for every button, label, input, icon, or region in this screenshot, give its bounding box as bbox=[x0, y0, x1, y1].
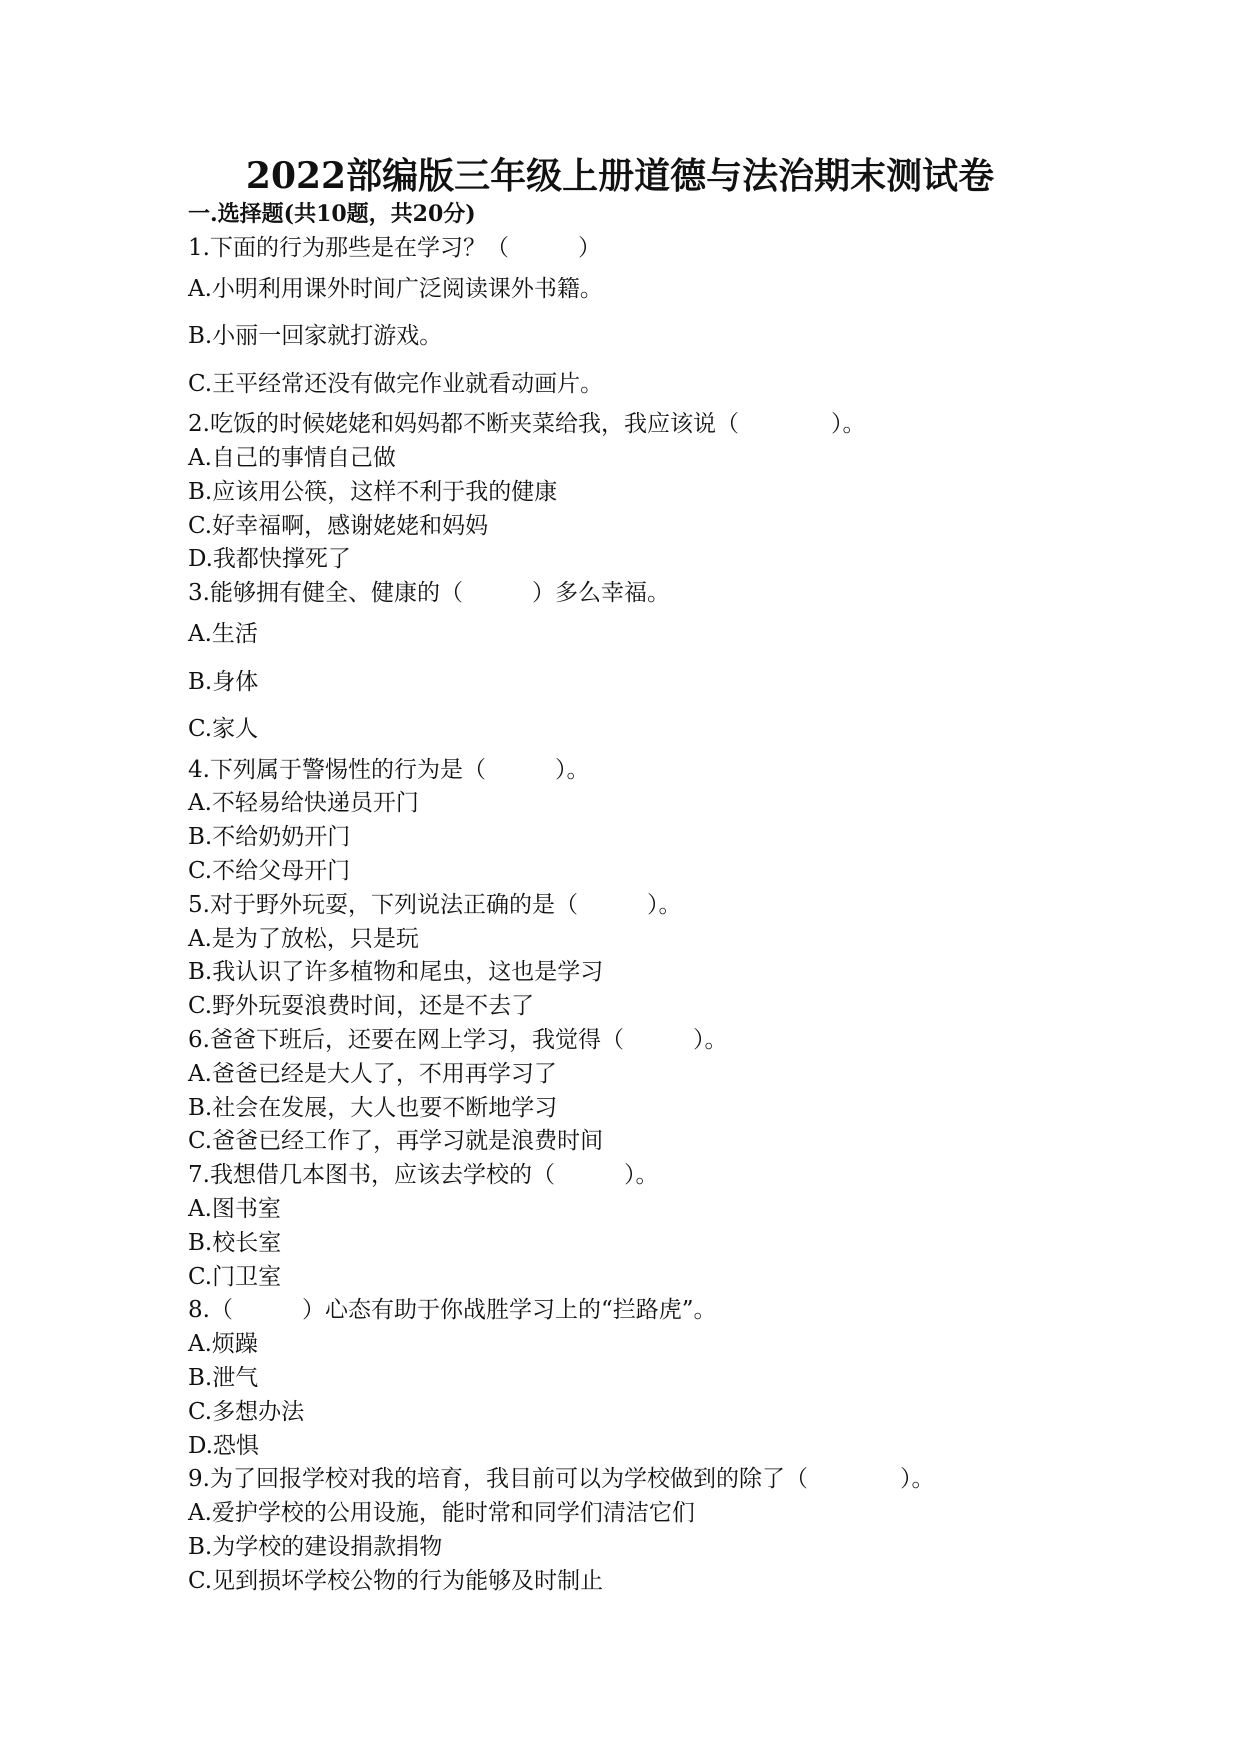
question-6-option-b: B.社会在发展，大人也要不断地学习 bbox=[188, 1094, 558, 1121]
section-heading: 一.选择题(共10题，共20分) bbox=[188, 201, 476, 227]
question-9-option-a: A.爱护学校的公用设施，能时常和同学们清洁它们 bbox=[188, 1500, 695, 1527]
question-8-option-c: C.多想办法 bbox=[188, 1398, 305, 1425]
question-7: 7.我想借几本图书，应该去学校的（ ）。 bbox=[188, 1162, 659, 1189]
question-7-option-a: A.图书室 bbox=[188, 1195, 281, 1222]
question-1-option-c: C.王平经常还没有做完作业就看动画片。 bbox=[188, 370, 604, 397]
question-list bbox=[188, 232, 1188, 1599]
question-6-option-a: A.爸爸已经是大人了，不用再学习了 bbox=[188, 1060, 557, 1087]
question-9-option-c: C.见到损坏学校公物的行为能够及时制止 bbox=[188, 1567, 604, 1594]
question-2-option-d: D.我都快撑死了 bbox=[188, 546, 351, 573]
question-8-option-d: D.恐惧 bbox=[188, 1432, 259, 1459]
question-1-option-b: B.小丽一回家就打游戏。 bbox=[188, 323, 443, 350]
question-4-option-c: C.不给父母开门 bbox=[188, 857, 351, 884]
document-title: 2022部编版三年级上册道德与法治期末测试卷 bbox=[245, 155, 995, 197]
question-9: 9.为了回报学校对我的培育，我目前可以为学校做到的除了（ ）。 bbox=[188, 1466, 935, 1493]
question-7-option-c: C.门卫室 bbox=[188, 1263, 282, 1290]
question-7-option-b: B.校长室 bbox=[188, 1229, 282, 1256]
question-3-option-a: A.生活 bbox=[188, 621, 258, 648]
question-3-option-b: B.身体 bbox=[188, 668, 259, 695]
question-5-option-a: A.是为了放松，只是玩 bbox=[188, 925, 419, 952]
question-4: 4.下列属于警惕性的行为是（ ）。 bbox=[188, 756, 590, 783]
question-8-option-a: A.烦躁 bbox=[188, 1331, 258, 1358]
question-2-option-c: C.好幸福啊，感谢姥姥和妈妈 bbox=[188, 512, 489, 539]
question-2-option-b: B.应该用公筷，这样不利于我的健康 bbox=[188, 478, 558, 505]
question-8: 8.（ ）心态有助于你战胜学习上的“拦路虎”。 bbox=[188, 1297, 717, 1324]
question-5-option-b: B.我认识了许多植物和尾虫，这也是学习 bbox=[188, 959, 604, 986]
question-5-option-c: C.野外玩耍浪费时间，还是不去了 bbox=[188, 993, 535, 1020]
question-2-option-a: A.自己的事情自己做 bbox=[188, 445, 396, 472]
question-4-option-b: B.不给奶奶开门 bbox=[188, 824, 351, 851]
question-9-option-b: B.为学校的建设捐款捐物 bbox=[188, 1533, 443, 1560]
question-4-option-a: A.不轻易给快递员开门 bbox=[188, 790, 419, 817]
question-3-option-c: C.家人 bbox=[188, 716, 259, 743]
question-1-option-a: A.小明利用课外时间广泛阅读课外书籍。 bbox=[188, 275, 603, 302]
question-3: 3.能够拥有健全、健康的（ ）多么幸福。 bbox=[188, 580, 670, 607]
question-6: 6.爸爸下班后，还要在网上学习，我觉得（ ）。 bbox=[188, 1026, 728, 1053]
question-2: 2.吃饭的时候姥姥和妈妈都不断夹菜给我，我应该说（ ）。 bbox=[188, 411, 866, 438]
question-8-option-b: B.泄气 bbox=[188, 1364, 259, 1391]
question-5: 5.对于野外玩耍，下列说法正确的是（ ）。 bbox=[188, 891, 682, 918]
question-6-option-c: C.爸爸已经工作了，再学习就是浪费时间 bbox=[188, 1128, 604, 1155]
question-1: 1.下面的行为那些是在学习？（ ） bbox=[188, 235, 601, 261]
